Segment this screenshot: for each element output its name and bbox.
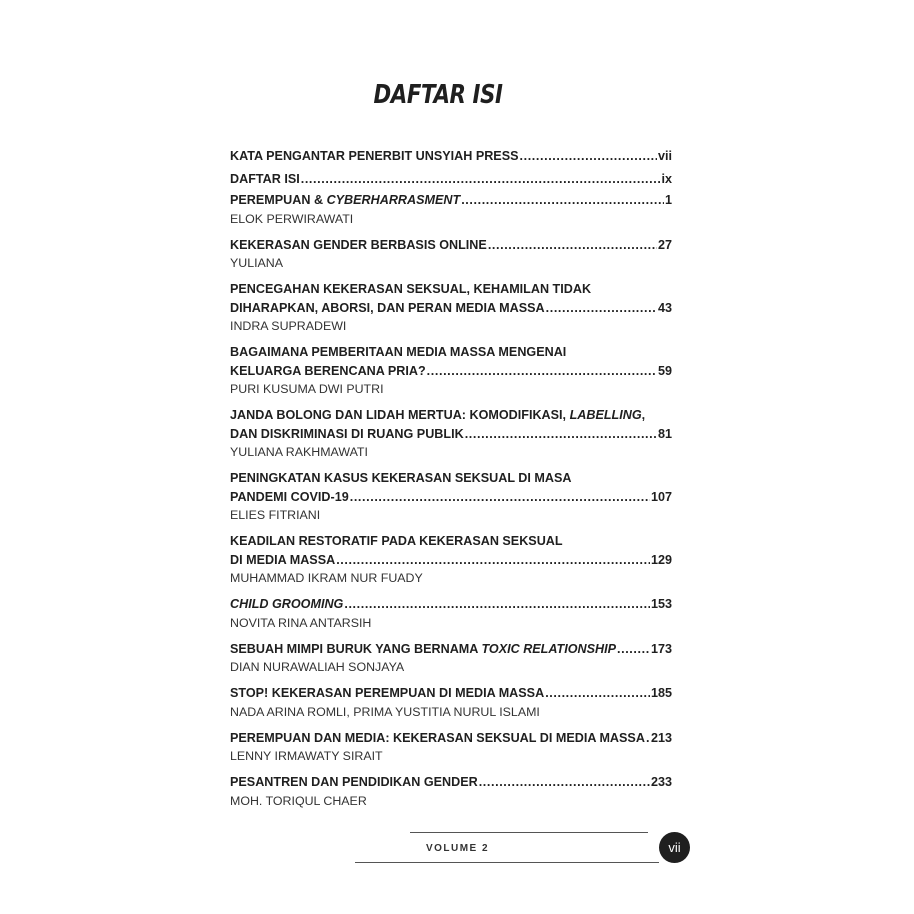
- toc-entry: [230, 170, 672, 189]
- dot-leader: [520, 147, 657, 166]
- toc-entry-title: PEREMPUAN DAN MEDIA: KEKERASAN SEKSUAL DI MEDIA MASSA: [230, 730, 645, 745]
- toc-entry: [230, 280, 672, 336]
- toc-entry-title: DAN DISKRIMINASI DI RUANG PUBLIK: [230, 426, 464, 441]
- toc-entry-title: PANDEMI COVID-19: [230, 489, 349, 504]
- toc-entry-page: 43: [657, 300, 672, 315]
- toc-entry-title: BAGAIMANA PEMBERITAAN MEDIA MASSA MENGENAI: [230, 345, 567, 359]
- dot-leader: [336, 551, 650, 570]
- toc-entry-author: YULIANA RAKHMAWATI: [230, 445, 368, 459]
- toc-entry: [230, 343, 672, 399]
- toc-entry-page: 173: [650, 641, 672, 656]
- volume-label: VOLUME 2: [425, 843, 490, 854]
- toc-entry-author: ELIES FITRIANI: [230, 508, 321, 522]
- toc-entry: [230, 236, 672, 274]
- title-part: ,: [641, 408, 646, 422]
- toc-entry-title: KEADILAN RESTORATIF PADA KEKERASAN SEKSUAL: [230, 534, 563, 548]
- toc-entry-page: vii: [657, 149, 672, 163]
- toc-entry-author: DIAN NURAWALIAH SONJAYA: [230, 660, 405, 674]
- toc-entry-author: YULIANA: [230, 256, 284, 270]
- page-number-badge: vii: [659, 832, 690, 863]
- toc-entry-page: 27: [657, 237, 672, 252]
- title-italic-part: LABELLING: [569, 408, 642, 422]
- toc-entry-page: 107: [650, 489, 672, 504]
- footer-divider-top: [410, 832, 648, 833]
- toc-entry-page: 213: [650, 730, 672, 745]
- toc-entry-title: CHILD GROOMING: [230, 597, 344, 611]
- toc-entry-title: [230, 640, 616, 659]
- toc-entry: [230, 684, 672, 722]
- toc-entry-author: MOH. TORIQUL CHAER: [230, 793, 367, 808]
- dot-leader: [344, 595, 650, 614]
- toc-entry-title: KELUARGA BERENCANA PRIA?: [230, 363, 426, 378]
- footer-divider-bottom: [355, 862, 659, 863]
- toc-entry-author: NADA ARINA ROMLI, PRIMA YUSTITIA NURUL ISLAMI: [230, 704, 540, 719]
- title-part: PEREMPUAN &: [230, 193, 327, 207]
- dot-leader: [479, 773, 650, 792]
- toc-entry-author: NOVITA RINA ANTARSIH: [230, 615, 372, 630]
- toc-entry-author: ELOK PERWIRAWATI: [230, 211, 354, 226]
- toc-entry-author: LENNY IRMAWATY SIRAIT: [230, 749, 383, 763]
- toc-entry-author: INDRA SUPRADEWI: [230, 319, 347, 333]
- toc-entry: [230, 147, 672, 166]
- title-italic-part: TOXIC RELATIONSHIP: [481, 641, 617, 656]
- toc-entry: [230, 773, 672, 811]
- toc-entry-title: STOP! KEKERASAN PEREMPUAN DI MEDIA MASSA: [230, 686, 545, 700]
- title-part: JANDA BOLONG DAN LIDAH MERTUA: KOMODIFIKASI,: [230, 408, 570, 422]
- toc-entry-title: KATA PENGANTAR PENERBIT UNSYIAH PRESS: [230, 149, 519, 163]
- toc-entry: [230, 640, 672, 678]
- toc-entry: [230, 532, 672, 588]
- table-of-contents: [230, 147, 672, 811]
- toc-entry-title: PENCEGAHAN KEKERASAN SEKSUAL, KEHAMILAN TIDAK: [230, 282, 592, 296]
- dot-leader: [465, 425, 657, 444]
- toc-entry-title: DIHARAPKAN, ABORSI, DAN PERAN MEDIA MASSA: [230, 300, 545, 315]
- page-title: DAFTAR ISI: [373, 80, 503, 110]
- title-part: SEBUAH MIMPI BURUK YANG BERNAMA: [230, 641, 482, 656]
- dot-leader: [488, 236, 657, 255]
- toc-entry-page: 81: [657, 426, 672, 441]
- toc-entry: [230, 191, 672, 229]
- dot-leader: [617, 640, 650, 659]
- toc-entry: [230, 406, 672, 462]
- toc-entry-page: ix: [661, 171, 672, 186]
- toc-entry-page: 185: [650, 686, 672, 700]
- toc-entry-page: 153: [650, 597, 672, 611]
- toc-entry-title: KEKERASAN GENDER BERBASIS ONLINE: [230, 237, 487, 252]
- toc-entry-page: 59: [657, 363, 672, 378]
- dot-leader: [350, 488, 650, 507]
- dot-leader: [461, 191, 664, 210]
- dot-leader: [646, 729, 650, 748]
- toc-entry-title: DI MEDIA MASSA: [230, 552, 336, 567]
- toc-entry-page: 233: [650, 775, 672, 789]
- dot-leader: [545, 684, 650, 703]
- toc-entry-title: DAFTAR ISI: [230, 171, 300, 186]
- toc-entry: [230, 595, 672, 633]
- toc-entry: [230, 469, 672, 525]
- dot-leader: [546, 299, 657, 318]
- dot-leader: [301, 170, 661, 189]
- toc-entry-author: MUHAMMAD IKRAM NUR FUADY: [230, 571, 423, 585]
- dot-leader: [427, 362, 657, 381]
- toc-entry-title: [230, 191, 460, 210]
- toc-entry-page: 1: [664, 193, 672, 207]
- toc-entry-page: 129: [650, 552, 672, 567]
- toc-entry: [230, 729, 672, 767]
- toc-entry-title: PENINGKATAN KASUS KEKERASAN SEKSUAL DI MASA: [230, 471, 572, 485]
- toc-entry-author: PURI KUSUMA DWI PUTRI: [230, 382, 384, 396]
- toc-entry-title: PESANTREN DAN PENDIDIKAN GENDER: [230, 775, 478, 789]
- title-italic-part: CYBERHARRASMENT: [326, 193, 461, 207]
- toc-entry-title: [230, 406, 645, 425]
